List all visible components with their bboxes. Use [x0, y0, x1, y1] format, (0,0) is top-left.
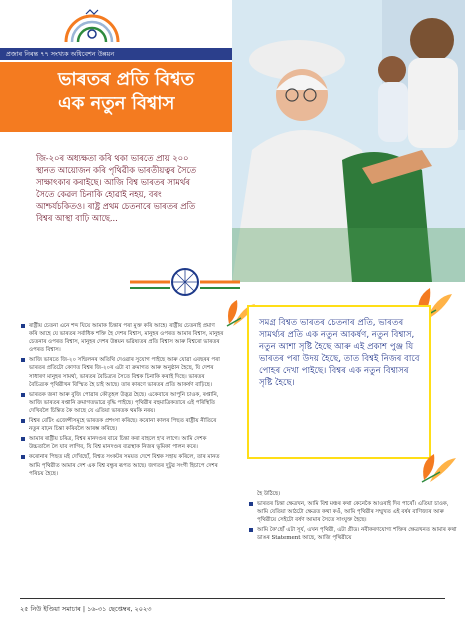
- list-item: ভাৰতৰ চিন্তা ক্ষেত্ৰখন, আমি বিশ্ব মঞ্চৰ কথা কেনেকৈ আওৰাই দিব পাৰোঁ। এতিয়া চাওক, আমি যেতিয়া আঠটো ক্ষেত্ৰত কথা কওঁ, আমি পৃথিৱীৰ সম্মুখত এই বৰ্ষৰ বাণিজ্যৰ আৰু পৃথিৱীয়ে সেইটো বৰ্ষণ আমাৰ সৈতে সাংযুক্ত হৈছে।: [248, 500, 458, 524]
- list-item-continuation: হৈ উঠিছে।: [257, 491, 281, 497]
- pull-quote-box: [247, 305, 431, 459]
- azadi-ka-amrit-mahotsav-logo: [6, 4, 146, 52]
- hero-photo: [232, 0, 465, 282]
- list-item: আমি কৈ'ছোঁ এটা সূৰ্য, এখন পৃথিৱী, এটা গ্ৰীড। নবীকৰণযোগ্য শক্তিৰ ক্ষেত্ৰখনত আমাৰ কথা ডাঙৰ Statement আছে, আজি পৃথিৱীয়ে: [248, 526, 458, 542]
- title-band: [0, 62, 232, 132]
- page-footer: [0, 598, 465, 640]
- list-item: আমাৰ ৰাষ্ট্ৰীয় চৰিত্ৰ, বিশ্বৰ মানদণ্ডৰ বাবে চিন্তা কৰা বাহলে হ'ব লাগে। আমি দেশক উচ্চতালৈ লৈ যাব লাগিব, যি বিশ্ব মানদণ্ডৰ ব্যৱস্থাক নিজৰ ভূমিকা পালন কৰে।: [20, 435, 225, 451]
- footer-divider: [20, 598, 445, 599]
- intro-paragraph: জি-২০ৰ অধ্যক্ষতা কৰি থকা ভাৰতে প্ৰায় ২০০ স্থানত আয়োজন কৰি পৃথিৱীক ভাৰতীয়ত্বৰ সৈতে সাক্ষাৎকাৰ কৰাইছে। আজি বিশ্ব ভাৰতৰ সামৰ্থৰ সৈতে কেৱল চিনাকি হোৱাই নহয়, বৰং আশ্চৰ্যচকিতও। ৰাষ্ট্ৰ প্ৰথম চেতনাৰে ভাৰতৰ প্ৰতি বিশ্বৰ আস্থা বাঢ়ি আছে...: [36, 153, 196, 223]
- list-item: ভাৰতক জনা আৰু বুজি পোৱাৰ কৌতূহল উদ্ভৱ হৈছে। একেবাৰে আপুনি চাওক, ৰপ্তানি, আজি ভাৰতৰ ৰপ্তানি ক্ৰমাগতভাৱে বৃদ্ধি পাইছে। পৃথিৱীৰ বহুমাত্ৰিকতাৰে এই পৰিস্থিতি দেখিবলৈ চিন্তিত কৈ আছে যে এতিয়া ভাৰতক থমকি নৰয়।: [20, 391, 225, 415]
- left-bullet-list: [20, 322, 225, 480]
- list-item: কৰোনাৰ পিছত মই দেখিছোঁ, বিশ্বত সংকটৰ সময়ত দেশে বিশ্বক সহায় কৰিলে, তাৰ মানত আমি পৃথিৱীত আমাৰ দেশ এক বিশ্ব বন্ধুৰ ৰূপত আছে। জগতৰ দুটুৱ সংগী হিচাপে দেশৰ পৰিচয় হৈছে।: [20, 453, 225, 477]
- pull-quote-text: সমগ্ৰ বিশ্বত ভাৰতৰ চেতনাৰ প্ৰতি, ভাৰতৰ সামৰ্থ্যৰ প্ৰতি এক নতুন আকৰ্ষণ, নতুন বিশ্বাস, নতুন আশা সৃষ্টি হৈছে আৰু এই প্ৰকাশ পুঞ্জ যি ভাৰতৰ পৰা উদয় হৈছে, তাত বিশ্বই নিজৰ বাবে পোহৰ দেখা পাইছে। বিশ্বৰ এক নতুন বিশ্বাসৰ সৃষ্টি হৈছে।: [259, 318, 420, 388]
- page-title: ভাৰতৰ প্ৰতি বিশ্বত এক নতুন বিশ্বাস: [58, 69, 194, 114]
- masthead-bar: প্ৰজাৰ নিৰন্ত ৭৭ সংখ্যক অধিবেশন উন্নয়ন: [0, 48, 232, 60]
- header-block: [0, 0, 232, 280]
- right-bullet-list: [248, 490, 458, 545]
- list-item: আজি ভাৰতে জি-২০ সন্মিলনৰ অতিথি দেওৱাৰ সুযোগ পাইছে আৰু যোৱা এবছৰৰ পৰা ভাৰতৰ প্ৰতিটো কোণত বিশ্বৰ জি-২০ৰ এটা বা ক্ৰমাগত আৰু অনুষ্ঠান হৈছে, যি দেশৰ সাধাৰণ মানুহৰ সামৰ্থ্য, ভাৰতৰ বৈচিত্ৰ্যৰ সৈতে বিশ্বক চিনাকি কৰাই দিছে। ভাৰতৰ বৈচিত্ৰ্যক পৃথিৱীখন বিস্মিত হৈ চাই আছে। তাৰ কাৰণে ভাৰতৰ প্ৰতি আকৰ্ষণ বাঢ়িছে।: [20, 356, 225, 388]
- floral-ornament-bottom: [416, 450, 460, 484]
- list-item: বিশ্বৰ বেটিং এজেন্সীসমূহে ভাৰতক প্ৰশংসা কৰিছে। কৰোনা কালৰ পিছত ৰাষ্ট্ৰীয় নীতিৰে নতুন বাঢ়ন চিন্তা কৰিবলৈ আৰম্ভ কৰিছে।: [20, 417, 225, 433]
- list-item: ৰাষ্ট্ৰীয় চেতনা এনে শব্দ যিয়ে আমাক চিন্তাৰ পৰা মুক্ত কৰি আহে। ৰাষ্ট্ৰীয় চেতনাই প্ৰমাণ কৰি আহে যে ভাৰতৰ সৰ্বাধিক শক্তি হৈ দেশৰ বিশ্বাস, মানুহৰ ওপৰত আমাৰ বিশ্বাস, মানুহৰ চেতনাৰ ওপৰত বিশ্বাস, মানুহৰ দেশৰ উন্নয়ন ভৱিষ্যতৰ প্ৰতি বিশ্বাস আৰু বিশ্বৰো ভাৰতৰ ওপৰত বিশ্বাস।: [20, 322, 225, 354]
- footer-text: ২৫ নিউ ইণ্ডিয়া সমাচাৰ | ১৬-৩১ ছেপ্তেম্বৰ, ২০২৩: [20, 605, 152, 613]
